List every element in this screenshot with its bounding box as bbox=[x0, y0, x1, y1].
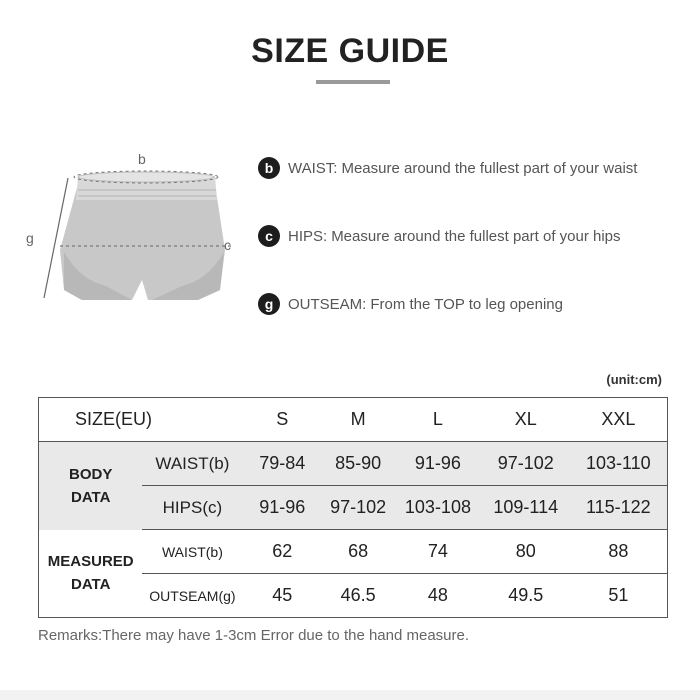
remarks-text: Remarks:There may have 1-3cm Error due to the hand measure. bbox=[38, 627, 470, 644]
table-cell: 80 bbox=[482, 530, 570, 574]
measure-outseam bbox=[258, 291, 563, 317]
table-cell: 91-96 bbox=[242, 486, 322, 530]
badge-g-icon: g bbox=[258, 293, 280, 315]
table-cell: 109-114 bbox=[482, 486, 570, 530]
table-header-row bbox=[39, 398, 668, 442]
measure-text: Measure around the fullest part of your waist bbox=[341, 159, 638, 177]
measure-key: OUTSEAM: bbox=[288, 295, 367, 313]
label-g: g bbox=[26, 230, 34, 246]
label-b: b bbox=[138, 151, 146, 167]
badge-b-icon: b bbox=[258, 157, 280, 179]
table-cell: 48 bbox=[427, 585, 448, 605]
table-cell: 74 bbox=[394, 530, 482, 574]
table-row bbox=[39, 530, 668, 574]
measure-text: Measure around the fullest part of your hips bbox=[331, 227, 621, 245]
bottom-strip bbox=[0, 690, 700, 700]
shorts-illustration bbox=[20, 140, 250, 310]
shorts-diagram bbox=[20, 140, 250, 310]
measure-waist bbox=[258, 155, 637, 181]
measure-key: HIPS: bbox=[288, 227, 328, 245]
table-cell: 103-108 bbox=[394, 486, 482, 530]
measured-data-label: MEASURED DATA bbox=[47, 553, 134, 594]
table-cell: 79-84 bbox=[242, 442, 322, 486]
waist-top bbox=[78, 172, 214, 182]
table-cell: 97-102 bbox=[482, 442, 570, 486]
table-cell: 62 bbox=[242, 530, 322, 574]
page-title: SIZE GUIDE bbox=[251, 32, 449, 70]
measure-text: From the TOP to leg opening bbox=[370, 295, 563, 313]
size-l: L bbox=[394, 398, 482, 442]
measure-hips bbox=[258, 223, 621, 249]
size-table bbox=[38, 397, 668, 618]
table-cell: 103-110 bbox=[570, 442, 668, 486]
table-cell: 115-122 bbox=[570, 486, 668, 530]
title-underline bbox=[316, 80, 390, 84]
table-cell: 51 bbox=[608, 585, 629, 605]
row-label: HIPS(c) bbox=[142, 486, 242, 530]
size-header: SIZE(EU) bbox=[39, 398, 243, 442]
table-cell: 88 bbox=[570, 530, 668, 574]
size-xl: XL bbox=[482, 398, 570, 442]
label-c: c bbox=[224, 237, 231, 253]
row-label: WAIST(b) bbox=[142, 442, 242, 486]
unit-label: (unit:cm) bbox=[606, 372, 662, 387]
table-cell: 49.5 bbox=[508, 585, 544, 605]
row-label: OUTSEAM(g) bbox=[149, 587, 236, 604]
table-cell: 68 bbox=[322, 530, 394, 574]
badge-c-icon: c bbox=[258, 225, 280, 247]
table-cell: 45 bbox=[272, 585, 293, 605]
body-data-label: BODY DATA bbox=[39, 442, 143, 530]
table-cell: 46.5 bbox=[340, 585, 376, 605]
size-m: M bbox=[322, 398, 394, 442]
table-row bbox=[39, 442, 668, 486]
table-cell: 97-102 bbox=[322, 486, 394, 530]
size-s: S bbox=[242, 398, 322, 442]
row-label: WAIST(b) bbox=[142, 530, 242, 574]
table-cell: 85-90 bbox=[322, 442, 394, 486]
measure-key: WAIST: bbox=[288, 159, 338, 177]
table-cell: 91-96 bbox=[394, 442, 482, 486]
size-xxl: XXL bbox=[570, 398, 668, 442]
